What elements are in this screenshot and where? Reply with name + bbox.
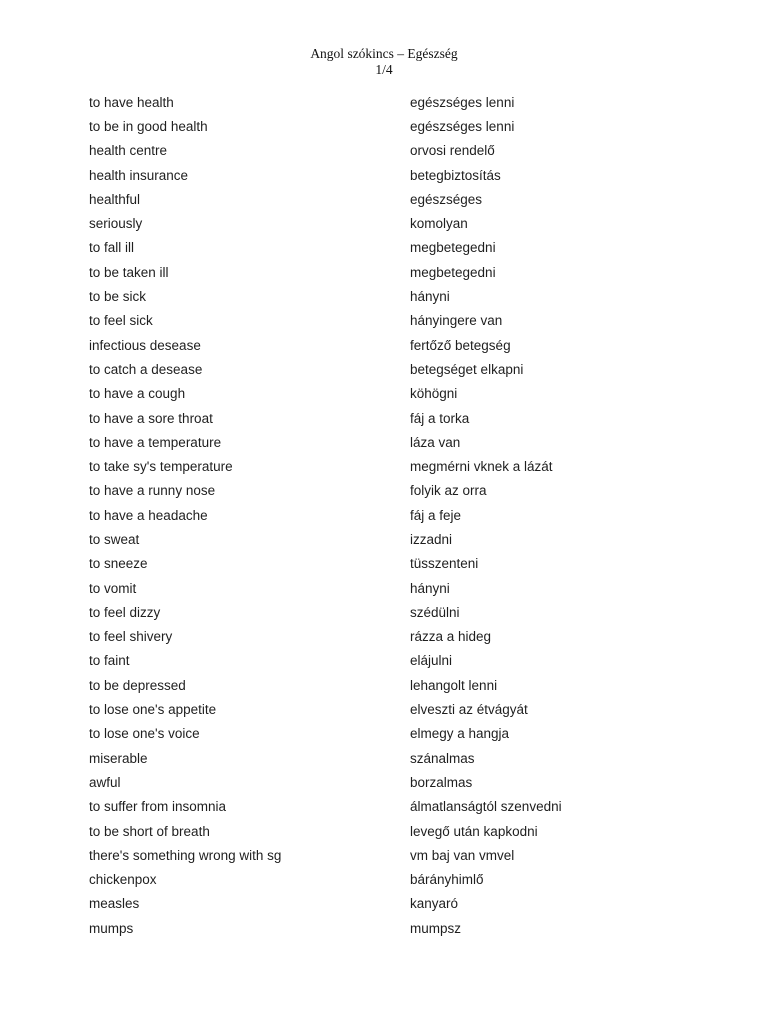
vocab-row	[89, 552, 689, 576]
vocab-row	[89, 673, 689, 697]
english-term: to have a runny nose	[89, 483, 216, 499]
hungarian-translation: kanyaró	[410, 896, 459, 912]
hungarian-translation: egészséges lenni	[410, 118, 515, 134]
vocab-row	[89, 600, 689, 624]
hungarian-translation: elmegy a hangja	[410, 726, 510, 742]
english-term: chickenpox	[89, 872, 157, 888]
english-term: to be taken ill	[89, 264, 169, 280]
hungarian-translation: folyik az orra	[410, 483, 487, 499]
english-term: measles	[89, 896, 140, 912]
hungarian-translation: szédülni	[410, 604, 460, 620]
vocab-row	[89, 333, 689, 357]
english-term: there's something wrong with sg	[89, 847, 282, 863]
hungarian-translation: fáj a torka	[410, 410, 470, 426]
hungarian-translation: elájulni	[410, 653, 453, 669]
vocab-row	[89, 527, 689, 551]
vocab-row	[89, 406, 689, 430]
vocab-row	[89, 211, 689, 235]
english-term: to vomit	[89, 580, 137, 596]
vocab-row	[89, 163, 689, 187]
vocab-row	[89, 868, 689, 892]
vocab-row	[89, 892, 689, 916]
hungarian-translation: megmérni vknek a lázát	[410, 459, 553, 475]
hungarian-translation: hányni	[410, 580, 450, 596]
hungarian-translation: tüsszenteni	[410, 556, 479, 572]
hungarian-translation: szánalmas	[410, 750, 475, 766]
vocab-row	[89, 187, 689, 211]
hungarian-translation: vm baj van vmvel	[410, 847, 515, 863]
vocab-row	[89, 819, 689, 843]
hungarian-translation: egészséges lenni	[410, 94, 515, 110]
vocab-row	[89, 90, 689, 114]
english-term: to lose one's voice	[89, 726, 200, 742]
vocab-row	[89, 503, 689, 527]
page-number: 1/4	[375, 62, 393, 77]
english-term: mumps	[89, 920, 134, 936]
english-term: seriously	[89, 216, 143, 232]
hungarian-translation: hányni	[410, 289, 450, 305]
english-term: to be short of breath	[89, 823, 210, 839]
hungarian-translation: betegbiztosítás	[410, 167, 501, 183]
vocab-row	[89, 284, 689, 308]
vocab-row	[89, 382, 689, 406]
english-term: to have a cough	[89, 386, 186, 402]
hungarian-translation: egészséges	[410, 191, 483, 207]
vocab-row	[89, 430, 689, 454]
english-term: to have a headache	[89, 507, 208, 523]
english-term: to have health	[89, 94, 174, 110]
vocab-row	[89, 114, 689, 138]
hungarian-translation: mumpsz	[410, 920, 462, 936]
english-term: to feel shivery	[89, 629, 173, 645]
hungarian-translation: álmatlanságtól szenvedni	[410, 799, 562, 815]
english-term: to be depressed	[89, 677, 186, 693]
vocab-row	[89, 746, 689, 770]
vocab-row	[89, 843, 689, 867]
english-term: to faint	[89, 653, 130, 669]
vocab-row	[89, 454, 689, 478]
english-term: awful	[89, 774, 121, 790]
vocab-row	[89, 576, 689, 600]
vocab-row	[89, 649, 689, 673]
english-term: health insurance	[89, 167, 189, 183]
english-term: to catch a desease	[89, 361, 203, 377]
vocab-row	[89, 770, 689, 794]
vocab-row	[89, 697, 689, 721]
vocab-row	[89, 625, 689, 649]
hungarian-translation: elveszti az étvágyát	[410, 702, 528, 718]
english-term: to have a sore throat	[89, 410, 213, 426]
english-term: infectious desease	[89, 337, 201, 353]
hungarian-translation: megbetegedni	[410, 240, 496, 256]
english-term: to suffer from insomnia	[89, 799, 227, 815]
vocab-row	[89, 722, 689, 746]
hungarian-translation: rázza a hideg	[410, 629, 492, 645]
hungarian-translation: bárányhimlő	[410, 872, 484, 888]
vocab-row	[89, 357, 689, 381]
english-term: to be in good health	[89, 118, 208, 134]
english-term: healthful	[89, 191, 141, 207]
english-term: miserable	[89, 750, 148, 766]
hungarian-translation: láza van	[410, 434, 461, 450]
hungarian-translation: levegő után kapkodni	[410, 823, 538, 839]
vocab-row	[89, 916, 689, 940]
english-term: to take sy's temperature	[89, 459, 233, 475]
hungarian-translation: lehangolt lenni	[410, 677, 498, 693]
english-term: to feel dizzy	[89, 604, 161, 620]
hungarian-translation: izzadni	[410, 531, 453, 547]
hungarian-translation: fertőző betegség	[410, 337, 511, 353]
english-term: to sweat	[89, 531, 140, 547]
hungarian-translation: fáj a feje	[410, 507, 462, 523]
vocab-row	[89, 139, 689, 163]
hungarian-translation: orvosi rendelő	[410, 143, 495, 159]
hungarian-translation: megbetegedni	[410, 264, 496, 280]
english-term: to be sick	[89, 289, 147, 305]
vocab-row	[89, 795, 689, 819]
english-term: to sneeze	[89, 556, 148, 572]
vocab-row	[89, 309, 689, 333]
page-title: Angol szókincs – Egészség	[310, 46, 458, 61]
vocabulary-list	[89, 90, 689, 940]
english-term: to have a temperature	[89, 434, 222, 450]
vocab-row	[89, 260, 689, 284]
vocab-row	[89, 479, 689, 503]
hungarian-translation: komolyan	[410, 216, 468, 232]
hungarian-translation: borzalmas	[410, 774, 473, 790]
english-term: to feel sick	[89, 313, 153, 329]
hungarian-translation: köhögni	[410, 386, 458, 402]
english-term: health centre	[89, 143, 168, 159]
hungarian-translation: betegséget elkapni	[410, 361, 524, 377]
vocab-row	[89, 236, 689, 260]
english-term: to fall ill	[89, 240, 135, 256]
page-header	[0, 46, 768, 78]
hungarian-translation: hányingere van	[410, 313, 503, 329]
english-term: to lose one's appetite	[89, 702, 217, 718]
